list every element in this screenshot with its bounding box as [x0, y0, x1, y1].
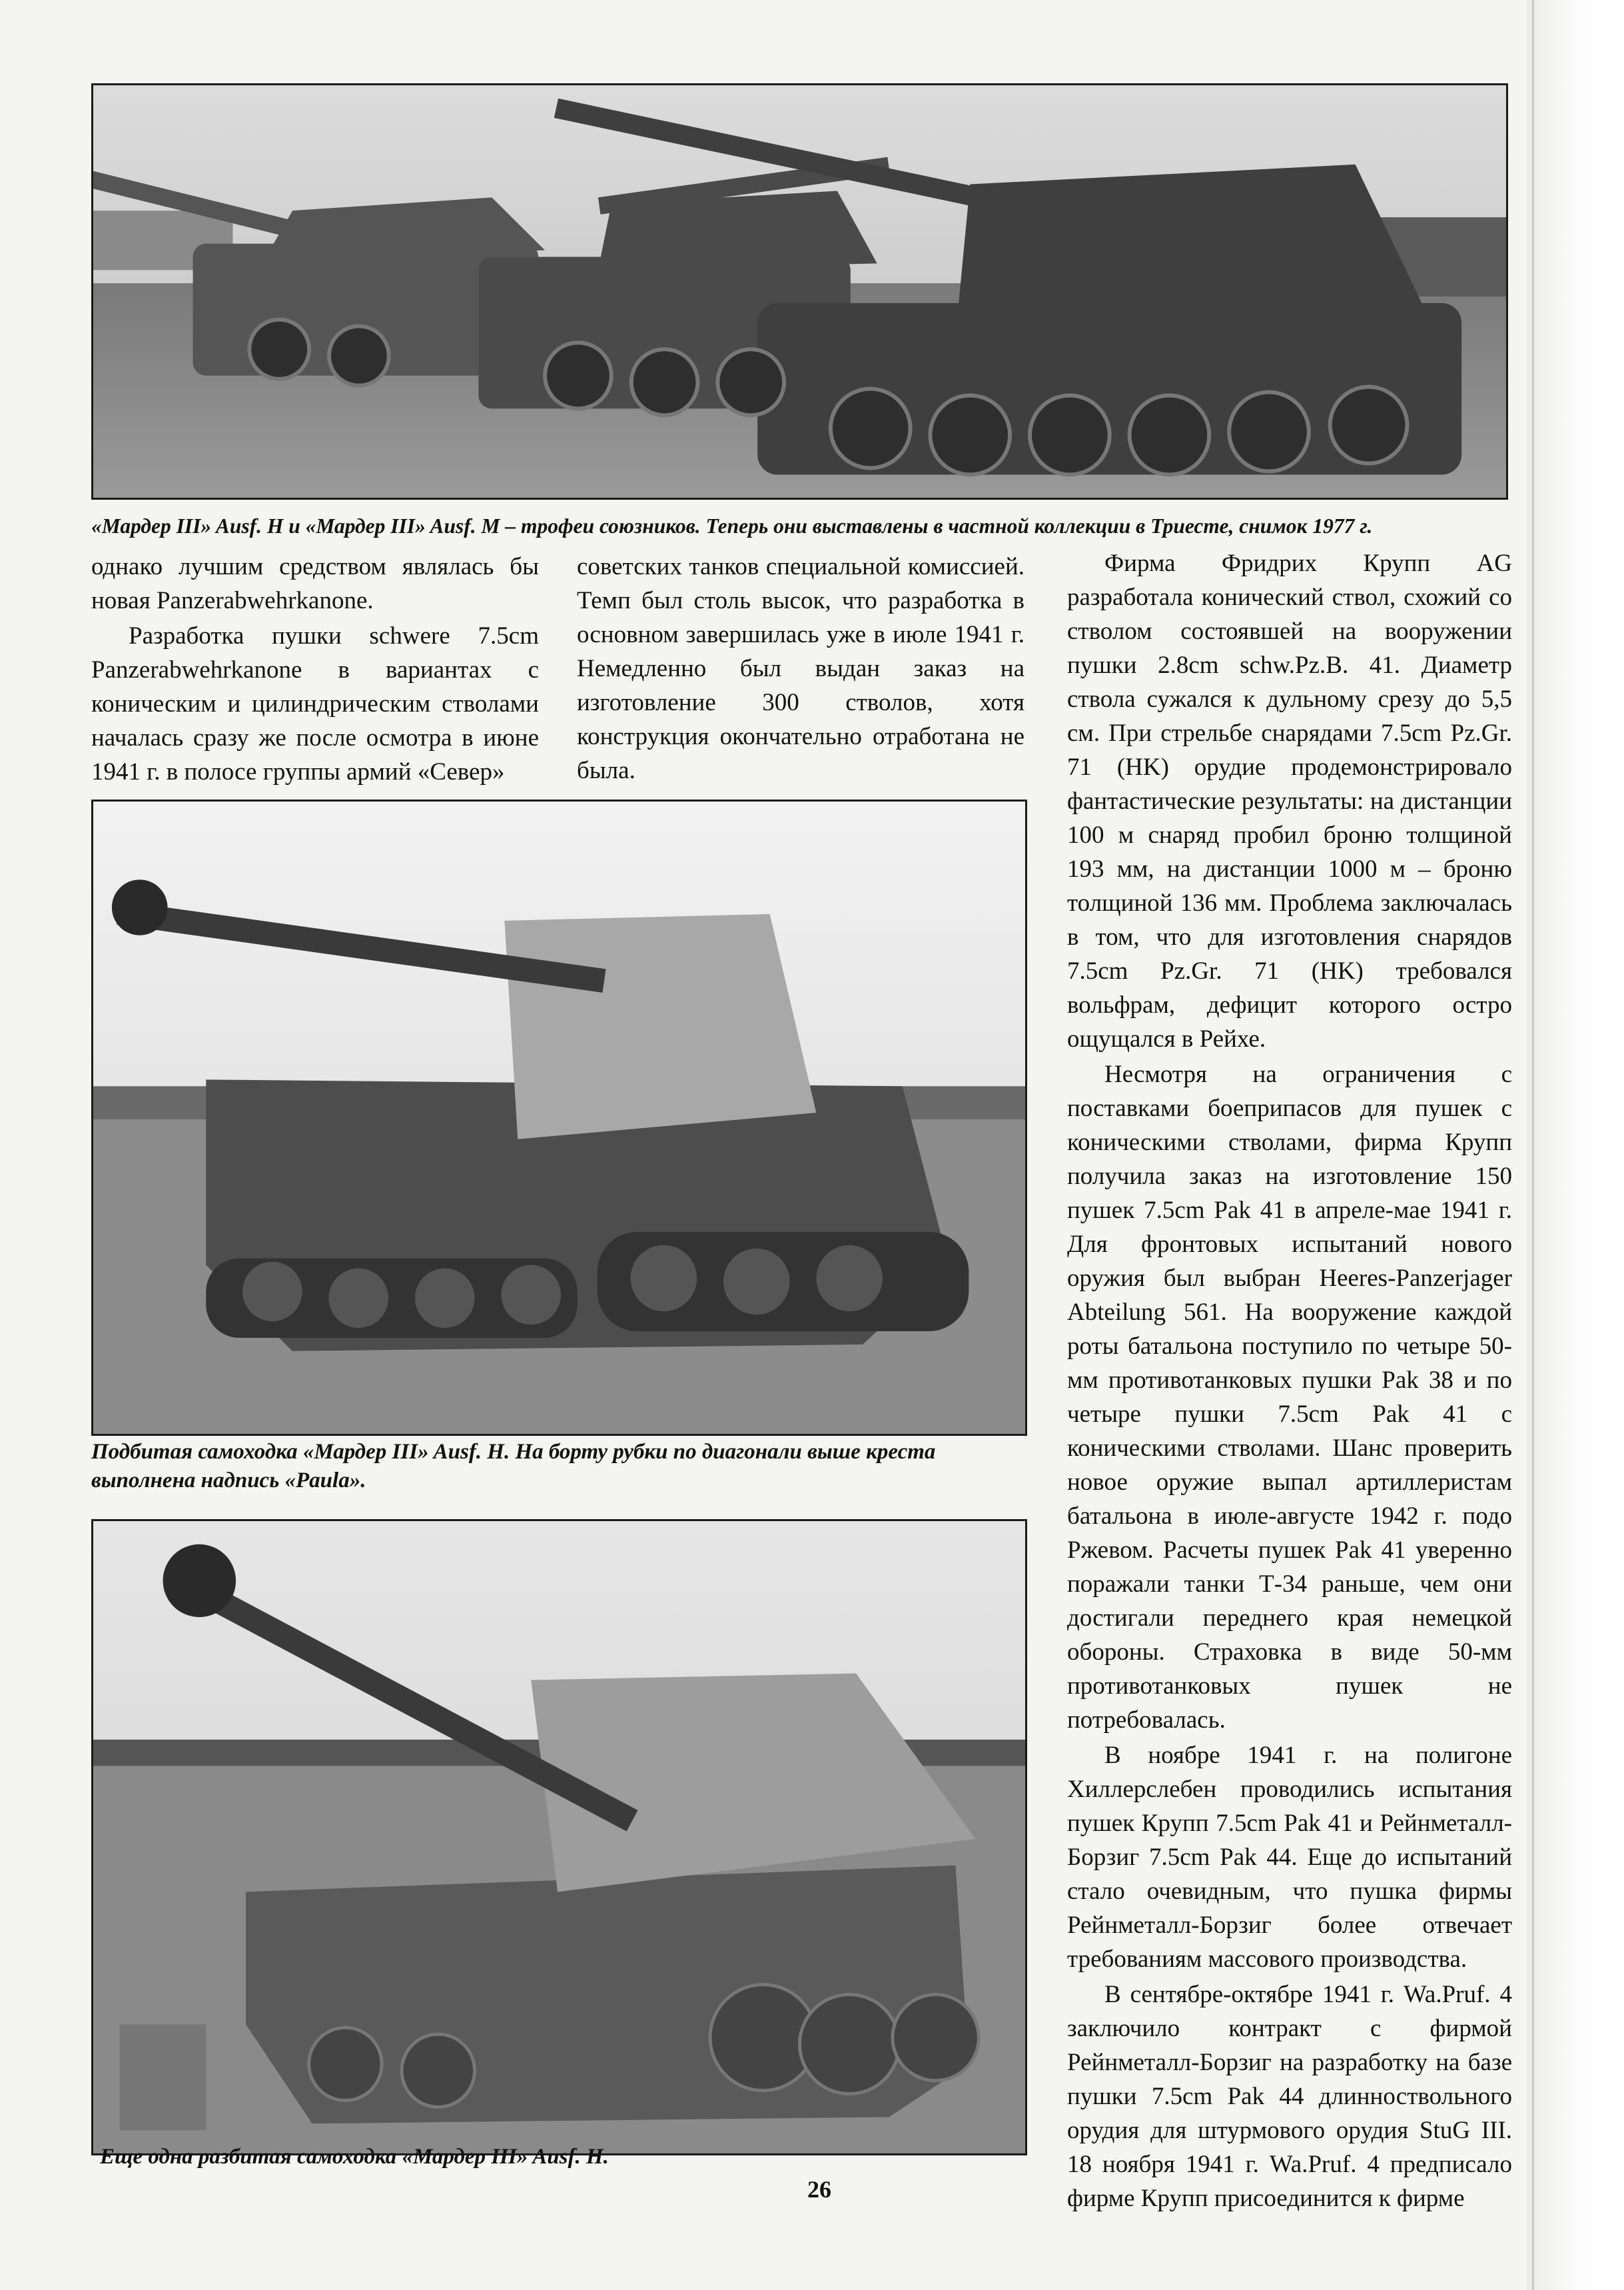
- paragraph: Несмотря на ограничения с поставками боеприпасов для пушек с коническими стволами, фирма Крупп получила заказ на изготовление 150 пушек 7.5cm Pak 41 в апреле-мае 1941 г. Для фронтовых испытаний нового оружия был выбран Heeres-Panzerjager Abteilung 561. На вооружение каждой роты батальона поступило по четыре 50-мм противотанковых пушки Pak 38 и по четыре пушки 7.5cm Pak 41 с коническими стволами. Шанс проверить новое оружие выпал артиллеристам батальона в июле-августе 1942 г. подо Ржевом. Расчеты пушек Pak 41 уверенно поражали танки Т-34 раньше, чем они достигали переднего края немецкой обороны. Страховка в виде 50-мм противотанковых пушек не потребовалась.: [1067, 1061, 1512, 1734]
- text-column-2: [577, 550, 1024, 788]
- paragraph: однако лучшим средством являлась бы новая Panzerabwehrkanone.: [91, 553, 539, 614]
- caption-middle: Подбитая самоходка «Мардер III» Ausf. H. На борту рубки по диагонали выше креста выполнена надпись «Paula».: [91, 1440, 936, 1492]
- photo-top: [91, 83, 1508, 500]
- photo-bottom: [91, 1519, 1027, 2155]
- caption-top: «Мардер III» Ausf. H и «Мардер III» Ausf. M – трофеи союзников. Теперь они выставлены в частной коллекции в Триесте, снимок 1977 г.: [91, 514, 1373, 538]
- binding-line: [1532, 0, 1534, 2290]
- page-edge: [1527, 0, 1624, 2290]
- paragraph: Разработка пушки schwere 7.5cm Panzerabwehrkanone в вариантах с коническим и цилиндрическим стволами началась сразу же после осмотра в июне 1941 г. в полосе группы армий «Север»: [91, 622, 539, 786]
- photo-middle: [91, 800, 1027, 1436]
- paragraph: В сентябре-октябре 1941 г. Wa.Pruf. 4 заключило контракт с фирмой Рейнметалл-Борзиг на разработку на базе пушки 7.5cm Pak 44 длинноствольного орудия для штурмового орудия StuG III. 18 ноября 1941 г. Wa.Pruf. 4 предписало фирме Крупп присоединится к фирме: [1067, 1981, 1512, 2212]
- text-column-1: [91, 550, 539, 789]
- page-number: 26: [807, 2176, 831, 2203]
- paragraph: Фирма Фридрих Крупп AG разработала конический ствол, схожий со стволом состоявшей на вооружении пушки 2.8cm schw.Pz.B. 41. Диаметр ствола сужался к дульному срезу до 5,5 см. При стрельбе снарядами 7.5cm Pz.Gr. 71 (HK) орудие продемонстрировало фантастические результаты: на дистанции 100 м снаряд пробил броню толщиной 193 мм, на дистанции 1000 м – броню толщиной 136 мм. Проблема заключалась в том, что для изготовления снарядов 7.5cm Pz.Gr. 71 (HK) требовался вольфрам, дефицит которого остро ощущался в Рейхе.: [1067, 550, 1512, 1053]
- paragraph: советских танков специальной комиссией. Темп был столь высок, что разработка в основном завершилась уже в июле 1941 г. Немедленно был выдан заказ на изготовление 300 стволов, хотя конструкция окончательно отработана не была.: [577, 553, 1024, 784]
- caption-bottom: Еще одна разбитая самоходка «Мардер III» Ausf. H.: [100, 2145, 609, 2169]
- text-column-3: [1067, 546, 1512, 2215]
- paragraph: В ноябре 1941 г. на полигоне Хиллерслебен проводились испытания пушек Крупп 7.5cm Pak 41 и Рейнметалл-Борзиг 7.5cm Pak 44. Еще до испытаний стало очевидным, что пушка фирмы Рейнметалл-Борзиг более отвечает требованиям массового производства.: [1067, 1742, 1512, 1973]
